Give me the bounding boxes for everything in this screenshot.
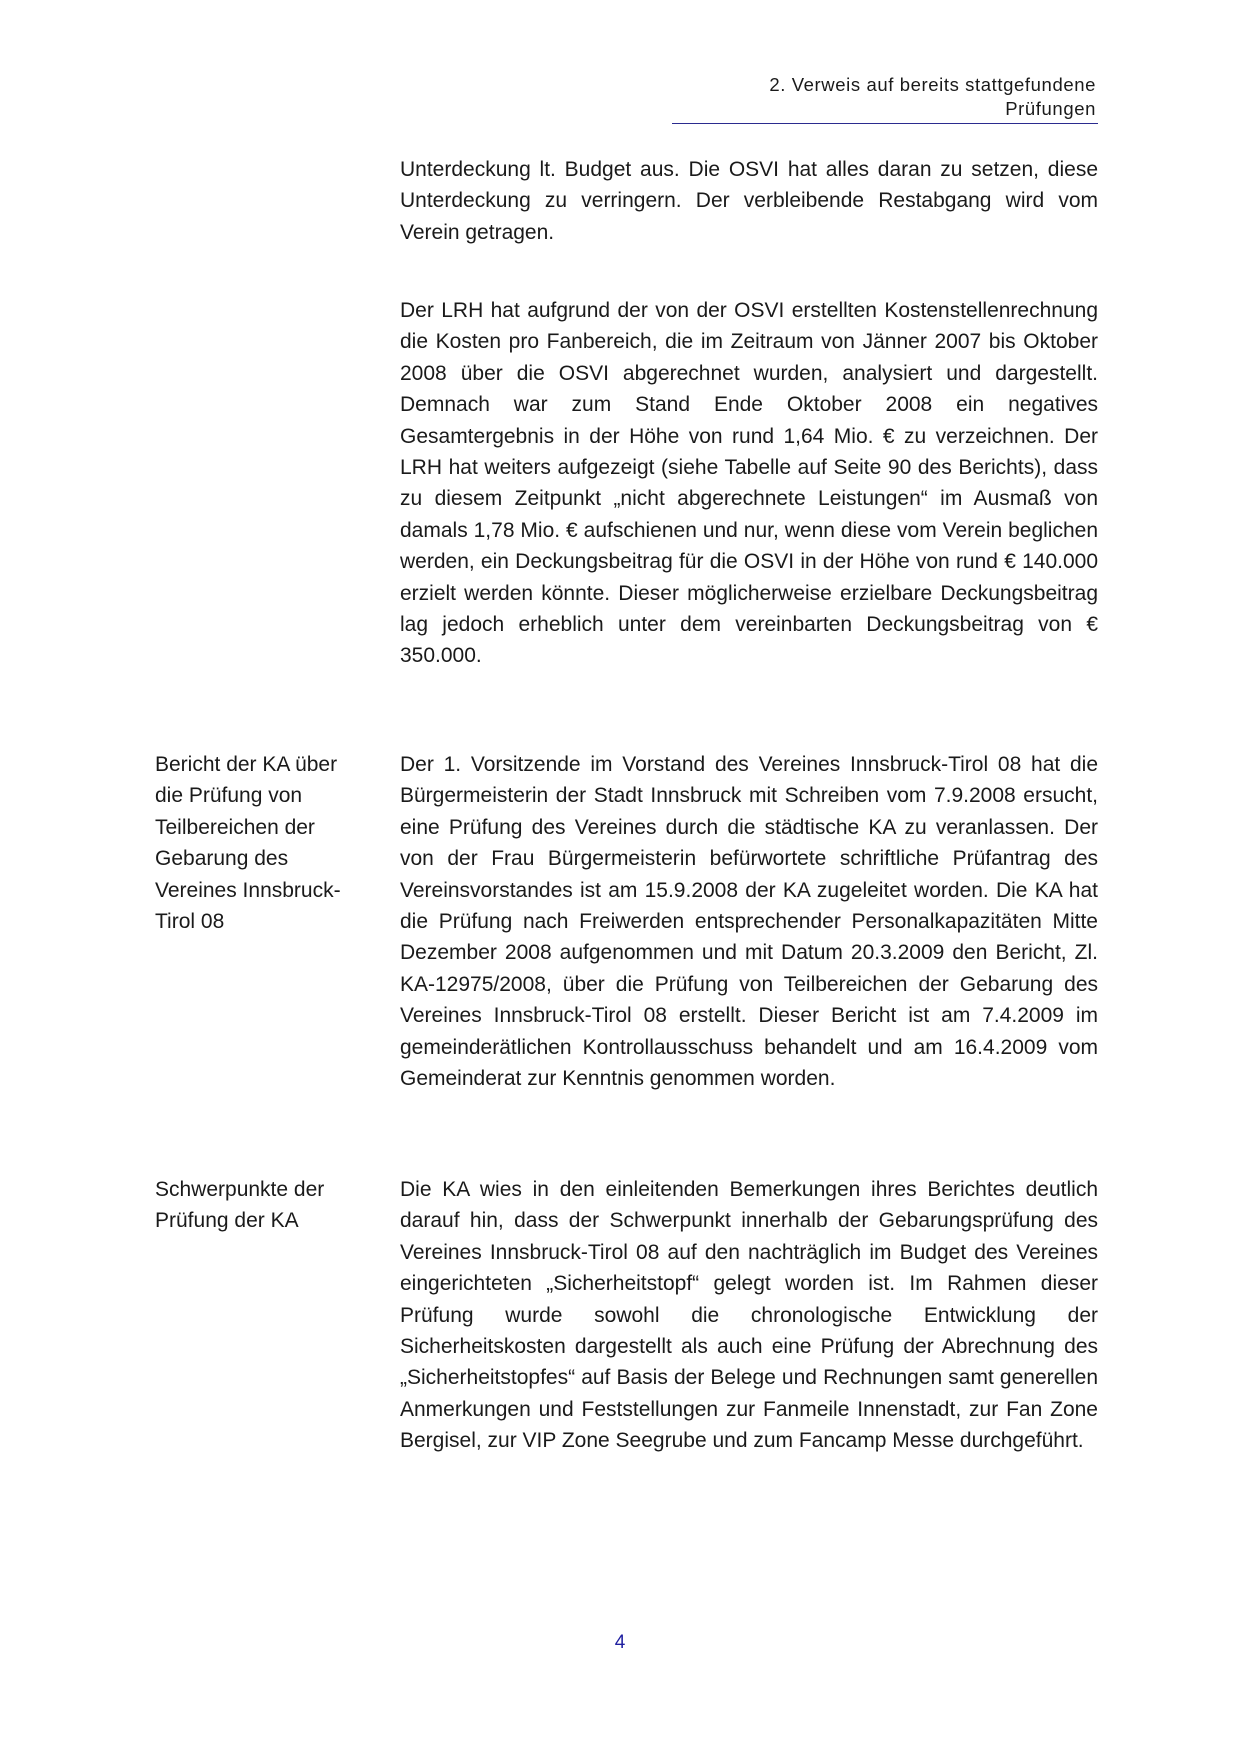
paragraph-lrh-analysis: Der LRH hat aufgrund der von der OSVI erstellten Kostenstellenrechnung die Kosten pro Fanbereich, die im Zeitraum von Jänner 2007 bis Oktober 2008 über die OSVI abgerechnet wurden, analysiert und dargestellt. Demnach war zum Stand Ende Oktober 2008 ein negatives Gesamtergebnis in der Höhe von rund 1,64 Mio. € zu verzeichnen. Der LRH hat weiters aufgezeigt (siehe Tabelle auf Seite 90 des Berichts), dass zu diesem Zeitpunkt „nicht abgerechnete Leistungen“ im Ausmaß von damals 1,78 Mio. € aufschienen und nur, wenn diese vom Verein beglichen werden, ein Deckungsbeitrag für die OSVI in der Höhe von rund € 140.000 erzielt werden könnte. Dieser möglicherweise erzielbare Deckungsbeitrag lag jedoch erheblich unter dem vereinbarten Deckungsbeitrag von € 350.000. [400, 299, 1098, 668]
paragraph-ka-focus: Die KA wies in den einleitenden Bemerkungen ihres Berichtes deutlich darauf hin, dass der Schwerpunkt innerhalb der Gebarungsprüfung des Vereines Innsbruck-Tirol 08 auf den nachträglich im Budget des Vereines eingerichteten „Sicherheitstopf“ gelegt worden ist. Im Rahmen dieser Prüfung wurde sowohl die chronologische Entwicklung der Sicherheitskosten dargestellt als auch eine Prüfung der Abrechnung des „Sicherheitstopfes“ auf Basis der Belege und Rechnungen samt generellen Anmerkungen und Feststellungen zur Fanmeile Innenstadt, zur Fan Zone Bergisel, zur VIP Zone Seegrube und zum Fancamp Messe durchgeführt. [400, 1178, 1098, 1453]
running-header-line-2: Prüfungen [1005, 98, 1096, 119]
paragraph-ka-report: Der 1. Vorsitzende im Vorstand des Vereines Innsbruck-Tirol 08 hat die Bürgermeisterin der Stadt Innsbruck mit Schreiben vom 7.9.2008 ersucht, eine Prüfung des Vereines durch die städtische KA zu veranlassen. Der von der Frau Bürgermeisterin befürwortete schriftliche Prüfantrag des Vereinsvorstandes ist am 15.9.2008 der KA zugeleitet worden. Die KA hat die Prüfung nach Freiwerden entsprechender Personalkapazitäten Mitte Dezember 2008 aufgenommen und mit Datum 20.3.2009 den Bericht, Zl. KA-12975/2008, über die Prüfung von Teilbereichen der Gebarung des Vereines Innsbruck-Tirol 08 erstellt. Dieser Bericht ist am 7.4.2009 im gemeinderätlichen Kontrollausschuss behandelt und am 16.4.2009 vom Gemeinderat zur Kenntnis genommen worden. [400, 753, 1098, 1091]
paragraph-unterdeckung: Unterdeckung lt. Budget aus. Die OSVI hat alles daran zu setzen, diese Unterdeckung zu verringern. Der verbleibende Restabgang wird vom Verein getragen. [400, 158, 1098, 244]
header-divider [672, 123, 1098, 124]
margin-label-ka-report: Bericht der KA über die Prüfung von Teilbereichen der Gebarung des Vereines Innsbruck- Tirol 08 [155, 753, 341, 934]
page-number: 4 [614, 1632, 626, 1653]
running-header [674, 73, 1096, 121]
running-header-line-1: 2. Verweis auf bereits stattgefundene [769, 74, 1096, 95]
margin-label-ka-focus: Schwerpunkte der Prüfung der KA [155, 1178, 325, 1233]
